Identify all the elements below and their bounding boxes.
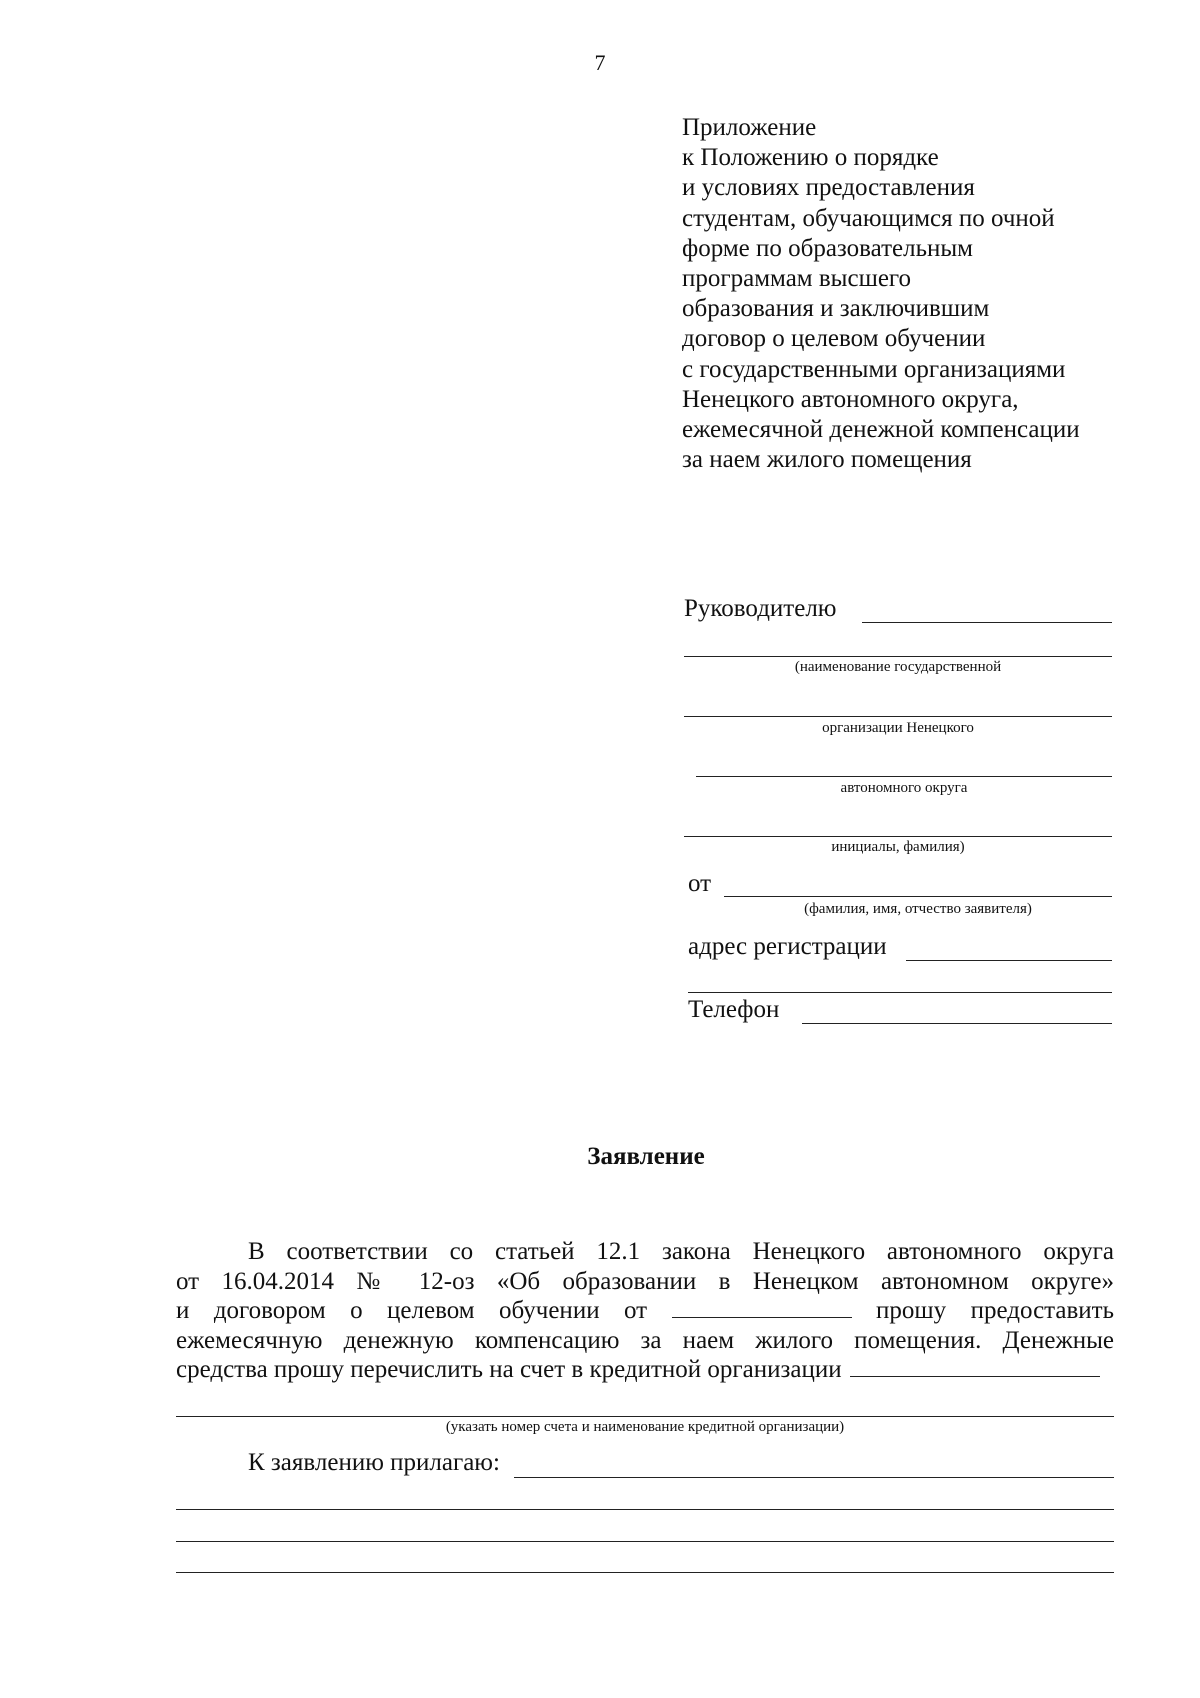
statement-line: от 16.04.2014 № 12-оз «Об образовании в Ненецком автономном округе» (176, 1267, 1114, 1295)
statement-line-part: и договором о целевом обучении от (176, 1297, 648, 1324)
address-label: адрес регистрации (688, 933, 887, 960)
document-title: Заявление (587, 1143, 705, 1170)
appendix-line: форме по образовательным (682, 234, 973, 262)
organization-caption-1: (наименование государственной (794, 659, 1002, 675)
contract-date-field[interactable] (672, 1297, 852, 1318)
organization-line-2[interactable] (684, 716, 1112, 717)
appendix-line: с государственными организациями (682, 355, 1066, 383)
appendix-line: к Положению о порядке (682, 144, 939, 172)
applicant-name-caption: (фамилия, имя, отчество заявителя) (804, 901, 1032, 917)
appendix-line: программам высшего (682, 265, 912, 293)
appendix-line: ежемесячной денежной компенсации (682, 416, 1080, 444)
attachment-line-2[interactable] (176, 1509, 1114, 1510)
statement-line-with-account (176, 1355, 1114, 1385)
page-number: 7 (594, 50, 606, 75)
statement-line-with-date (176, 1296, 1114, 1326)
appendix-line: и условиях предоставления (682, 174, 975, 202)
statement-line: ежемесячную денежную компенсацию за наем жилого помещения. Денежные (176, 1326, 1114, 1354)
appendix-line: Ненецкого автономного округа, (682, 385, 1019, 413)
head-name-line[interactable] (862, 622, 1112, 623)
attachments-label: К заявлению прилагаю: (248, 1449, 500, 1476)
appendix-line: образования и заключившим (682, 295, 990, 323)
from-label: от (688, 870, 712, 897)
statement-line-part: средства прошу перечислить на счет в кредитной организации (176, 1356, 842, 1383)
appendix-line: студентам, обучающимся по очной (682, 204, 1055, 232)
phone-line[interactable] (802, 1023, 1112, 1024)
organization-line-3[interactable] (696, 776, 1112, 777)
statement-line: В соответствии со статьей 12.1 закона Ненецкого автономного округа (248, 1238, 1114, 1265)
account-field-start[interactable] (850, 1356, 1100, 1377)
statement-line-part: прошу предоставить (876, 1297, 1115, 1324)
statement-body (176, 1237, 1114, 1385)
address-line-2[interactable] (688, 992, 1112, 993)
applicant-name-line[interactable] (724, 896, 1112, 897)
attachment-line-1[interactable] (514, 1477, 1114, 1478)
head-label: Руководителю (684, 595, 837, 622)
organization-line-1[interactable] (684, 656, 1112, 657)
appendix-header (682, 113, 1142, 475)
account-line[interactable] (176, 1416, 1114, 1417)
organization-caption-2: организации Ненецкого (822, 720, 974, 736)
head-initials-line[interactable] (684, 836, 1112, 837)
appendix-line: за наем жилого помещения (682, 446, 972, 474)
appendix-line: Приложение (682, 114, 817, 141)
appendix-line: договор о целевом обучении (682, 325, 986, 353)
phone-label: Телефон (688, 996, 780, 1023)
attachment-line-4[interactable] (176, 1572, 1114, 1573)
organization-caption-3: автономного округа (840, 780, 968, 796)
address-line-1[interactable] (906, 960, 1112, 961)
account-caption: (указать номер счета и наименование кредитной организации) (445, 1419, 845, 1435)
head-initials-caption: инициалы, фамилия) (831, 839, 965, 855)
attachment-line-3[interactable] (176, 1541, 1114, 1542)
